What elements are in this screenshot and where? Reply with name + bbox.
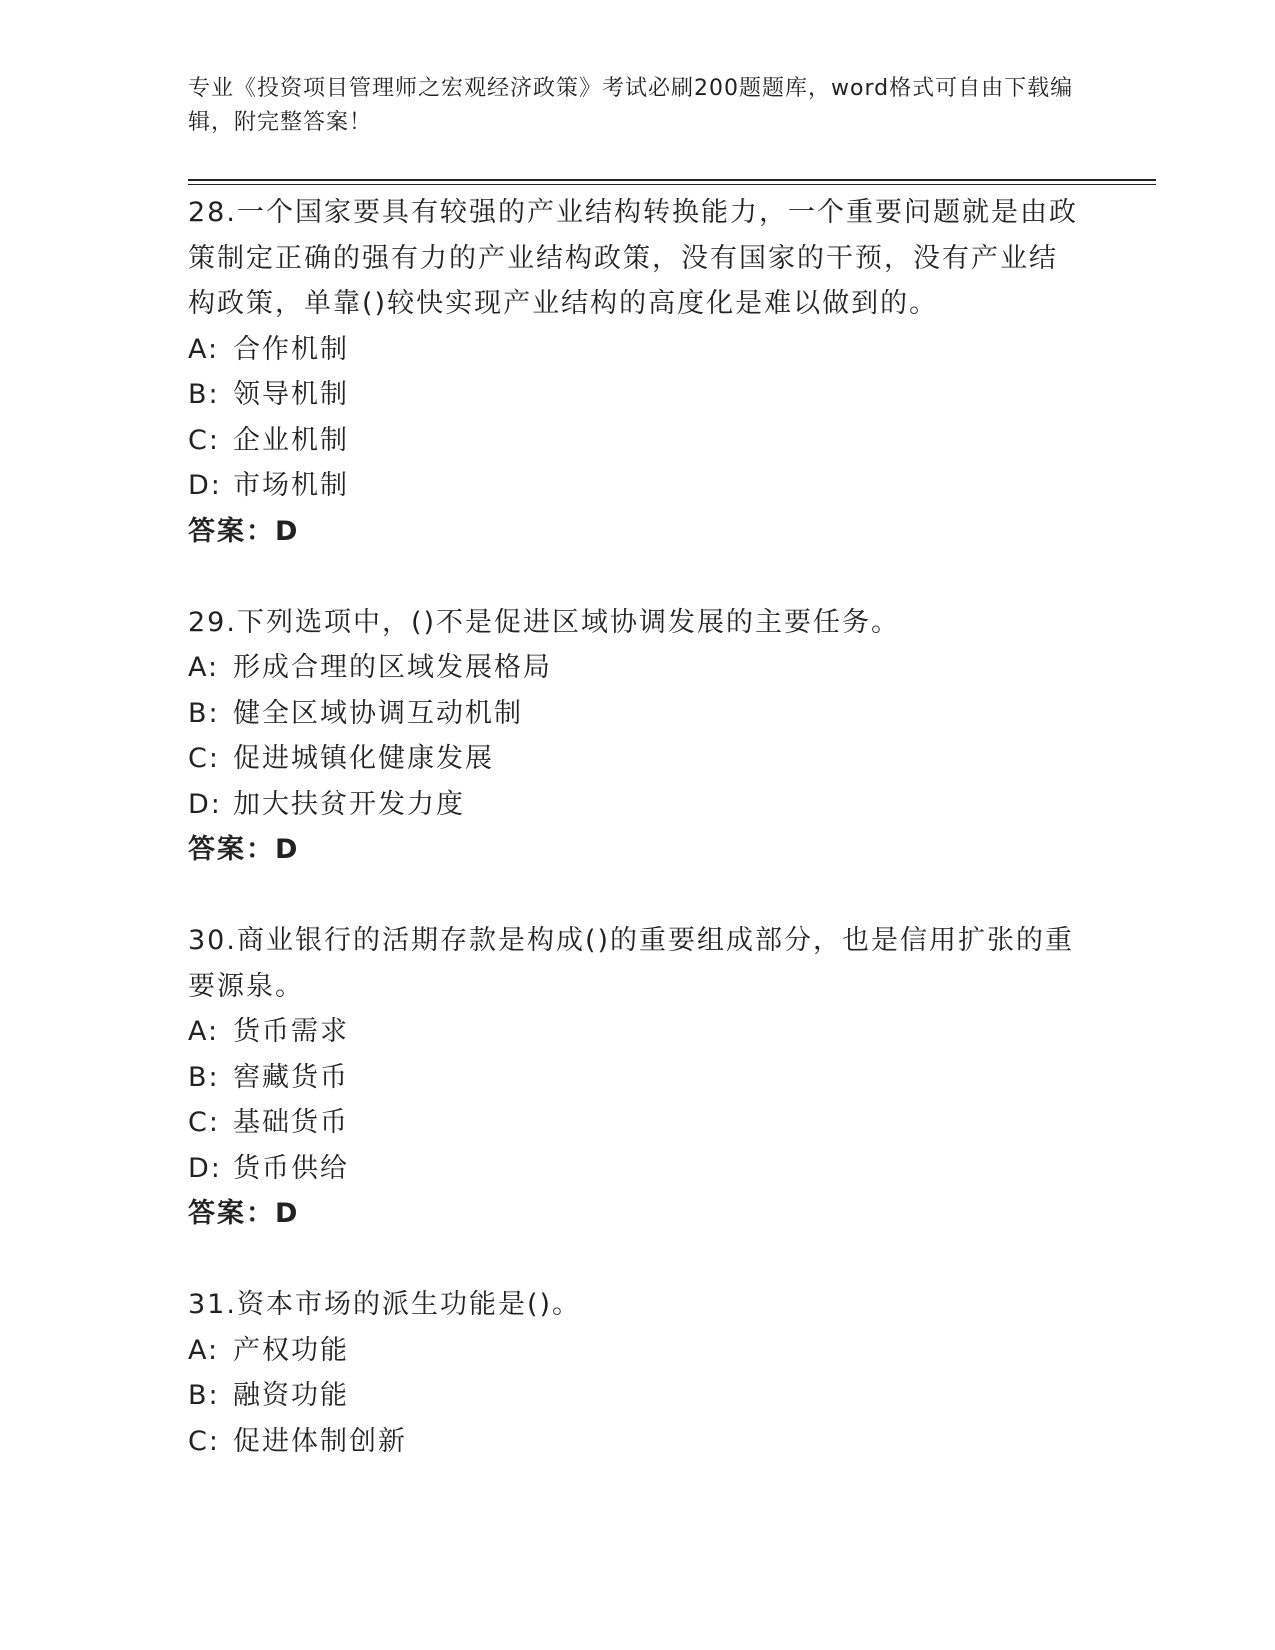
option-text: 领导机制	[233, 379, 349, 410]
option-text: 促进城镇化健康发展	[233, 743, 494, 774]
question-29	[188, 600, 1078, 873]
option-letter: B:	[188, 1061, 220, 1093]
option-letter: D:	[188, 470, 222, 501]
option-a	[188, 1009, 1078, 1055]
question-spacer	[188, 1237, 1078, 1283]
option-letter: B:	[188, 697, 220, 729]
question-stem: 28.一个国家要具有较强的产业结构转换能力，一个重要问题就是由政策制定正确的强有力的产业结构政策，没有国家的干预，没有产业结构政策，单靠()较快实现产业结构的高度化是难以做到的。	[188, 197, 1078, 319]
option-d	[188, 463, 1078, 509]
option-letter: B:	[188, 379, 220, 410]
answer: 答案：D	[188, 834, 300, 865]
option-letter: A:	[188, 1016, 220, 1047]
question-stem: 30.商业银行的活期存款是构成()的重要组成部分，也是信用扩张的重要源泉。	[188, 925, 1075, 1002]
header-text: 专业《投资项目管理师之宏观经济政策》考试必刷200题题库，word格式可自由下载编辑，附完整答案！	[188, 76, 1074, 135]
option-letter: C:	[188, 743, 220, 774]
option-b	[188, 1055, 1078, 1101]
question-stem: 29.下列选项中，()不是促进区域协调发展的主要任务。	[188, 606, 901, 638]
option-text: 企业机制	[233, 424, 349, 456]
question-spacer	[188, 554, 1078, 600]
option-text: 市场机制	[233, 470, 349, 501]
question-28	[188, 190, 1078, 554]
option-b	[188, 1373, 1078, 1419]
option-c	[188, 418, 1078, 464]
question-spacer	[188, 873, 1078, 919]
option-letter: A:	[188, 652, 220, 683]
answer: 答案：D	[188, 515, 300, 547]
option-c	[188, 1100, 1078, 1146]
option-d	[188, 782, 1078, 828]
header-divider-thin	[188, 184, 1156, 185]
question-31	[188, 1282, 1078, 1464]
option-letter: C:	[188, 1107, 220, 1138]
option-d	[188, 1146, 1078, 1192]
question-30	[188, 918, 1078, 1237]
option-text: 加大扶贫开发力度	[233, 788, 465, 820]
option-text: 合作机制	[233, 333, 349, 365]
option-text: 货币需求	[233, 1016, 349, 1047]
option-b	[188, 691, 1078, 737]
option-letter: A:	[188, 1334, 220, 1366]
document-header	[188, 72, 1088, 140]
question-stem: 31.资本市场的派生功能是()。	[188, 1289, 582, 1320]
option-text: 融资功能	[233, 1380, 349, 1411]
option-letter: C:	[188, 1425, 220, 1457]
option-a	[188, 1328, 1078, 1374]
option-letter: B:	[188, 1380, 220, 1411]
option-a	[188, 327, 1078, 373]
question-list	[188, 190, 1078, 1464]
option-text: 健全区域协调互动机制	[233, 697, 523, 729]
option-c	[188, 1419, 1078, 1465]
option-letter: D:	[188, 788, 222, 820]
option-letter: A:	[188, 333, 220, 365]
option-letter: C:	[188, 424, 220, 456]
option-text: 基础货币	[233, 1107, 349, 1138]
option-a	[188, 645, 1078, 691]
option-c	[188, 736, 1078, 782]
option-text: 窖藏货币	[233, 1061, 349, 1093]
option-text: 产权功能	[233, 1334, 349, 1366]
option-text: 促进体制创新	[233, 1425, 407, 1457]
option-text: 形成合理的区域发展格局	[233, 652, 552, 683]
option-letter: D:	[188, 1152, 222, 1184]
header-divider-thick	[188, 179, 1156, 181]
option-b	[188, 372, 1078, 418]
answer: 答案：D	[188, 1198, 300, 1229]
option-text: 货币供给	[233, 1152, 349, 1184]
